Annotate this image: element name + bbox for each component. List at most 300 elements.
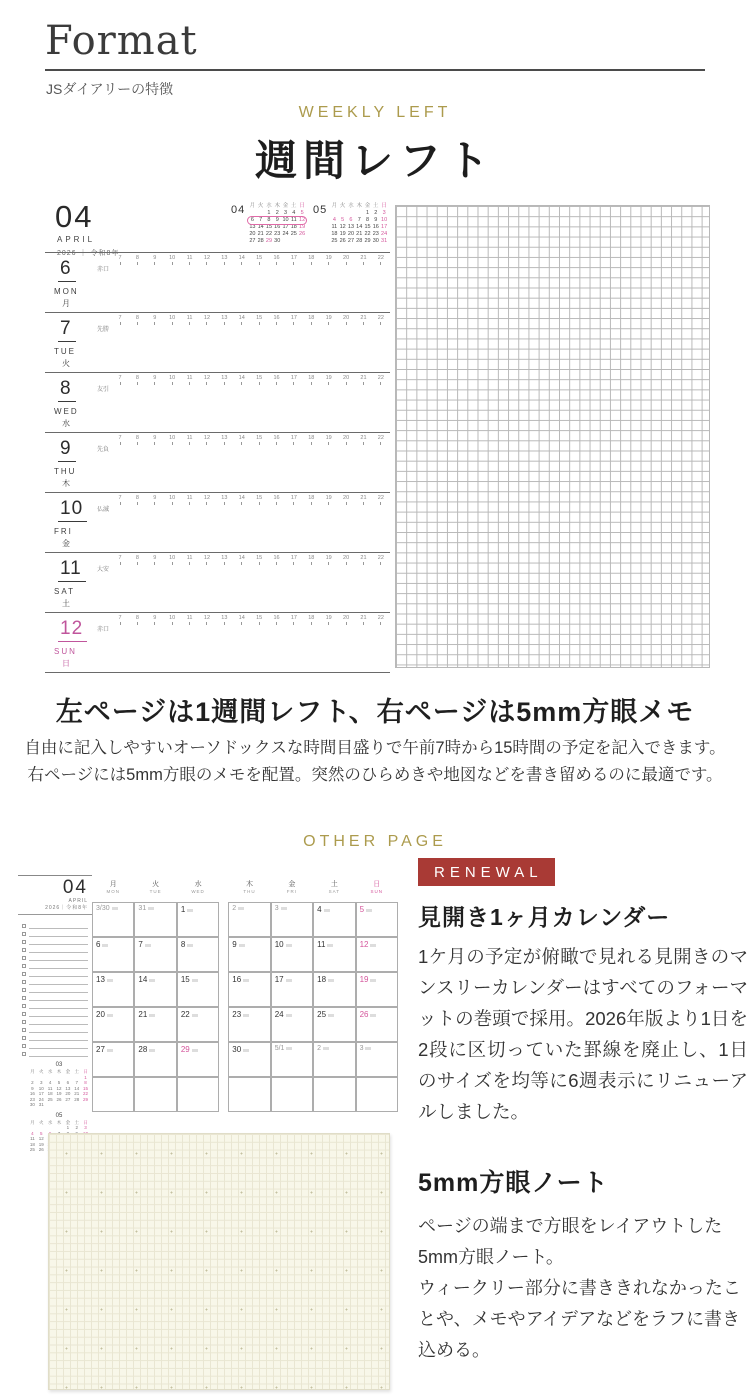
- time-tick: 18: [306, 555, 316, 565]
- time-tick: 17: [289, 435, 299, 445]
- monthly-day-cell: [271, 902, 313, 937]
- time-tick: 7: [115, 375, 125, 385]
- monthly-column-header: 土 SAT: [328, 881, 341, 894]
- mini-calendar-day: 26: [339, 238, 346, 244]
- time-tick: 12: [202, 495, 212, 505]
- page-gutter: [219, 878, 228, 902]
- monthly-day-cell: [356, 972, 398, 1007]
- grid-note-body-text: [418, 1211, 750, 1366]
- checklist-line: [22, 1049, 88, 1057]
- monthly-day-number: 17: [275, 975, 292, 984]
- time-tick: 8: [132, 255, 142, 265]
- monthly-column-header: 木 THU: [243, 881, 256, 894]
- checklist-line: [22, 929, 88, 937]
- mini-calendar-day: 19: [339, 231, 346, 237]
- weekday-en: WED: [54, 407, 79, 416]
- time-tick: 10: [167, 435, 177, 445]
- time-tick: 21: [358, 435, 368, 445]
- time-tick: 15: [254, 555, 264, 565]
- time-tick: 19: [324, 435, 334, 445]
- mini-calendar-weekday: 水: [348, 203, 354, 209]
- monthly-day-number: 3: [360, 1045, 372, 1052]
- monthly-day-cell: [313, 1077, 355, 1112]
- weekday-jp: 金: [62, 539, 70, 548]
- checkbox-icon: [22, 964, 26, 968]
- monthly-month-number: 04: [62, 877, 88, 898]
- checkbox-icon: [22, 956, 26, 960]
- checklist-rule: [29, 1008, 88, 1009]
- monthly-day-number: 23: [232, 1010, 249, 1019]
- time-tick: 14: [237, 315, 247, 325]
- monthly-day-cell: [228, 902, 270, 937]
- monthly-day-cell: [177, 902, 219, 937]
- monthly-day-cell: [134, 902, 176, 937]
- monthly-day-cell: [177, 1077, 219, 1112]
- checklist-rule: [29, 1040, 88, 1041]
- time-tick: 21: [358, 495, 368, 505]
- mini-calendar-week: [330, 210, 388, 217]
- time-tick: 19: [324, 375, 334, 385]
- time-tick: 13: [219, 315, 229, 325]
- monthly-day-cell: [228, 972, 270, 1007]
- time-tick: 16: [272, 495, 282, 505]
- time-tick: 19: [324, 555, 334, 565]
- time-tick: 17: [289, 495, 299, 505]
- time-tick: 11: [185, 435, 195, 445]
- sidebar-mini-calendar-march: 03 月 火 水 木 金 土 日 1 2 3 4 5 6 7 8 9 10 11 12 13 14 15 16 17 18 19 20 21 22 23 24 25 26 27 28 29 30 31: [29, 1062, 89, 1107]
- time-tick: 7: [115, 315, 125, 325]
- page-title: Format: [45, 18, 198, 64]
- mini-calendar-day: 19: [299, 224, 306, 230]
- mini-calendar-day: 8: [366, 217, 370, 223]
- mini-calendar-day: 16: [274, 224, 281, 230]
- mini-calendar-day: 5: [341, 217, 345, 223]
- time-tick: 22: [376, 495, 386, 505]
- time-tick: 16: [272, 555, 282, 565]
- mini-calendar-week: [248, 210, 306, 217]
- checkbox-icon: [22, 980, 26, 984]
- monthly-day-cell: [177, 972, 219, 1007]
- checklist-rule: [29, 992, 88, 993]
- monthly-day-number: 19: [360, 975, 377, 984]
- time-tick: 15: [254, 315, 264, 325]
- time-tick: 10: [167, 615, 177, 625]
- mini-calendar-day: 10: [282, 217, 289, 223]
- mini-calendar-day: 4: [292, 210, 296, 216]
- monthly-day-cell: [356, 1077, 398, 1112]
- mini-calendar-weekday: 日: [299, 203, 305, 209]
- time-tick: 16: [272, 615, 282, 625]
- time-tick: 18: [306, 315, 316, 325]
- mini-calendar-weekday: 火: [257, 203, 264, 209]
- checkbox-icon: [22, 972, 26, 976]
- mini-calendar-day: 9: [275, 217, 279, 223]
- monthly-day-cell: [271, 937, 313, 972]
- grid-note-heading: 5mm方眼ノート: [418, 1169, 609, 1197]
- time-tick: 22: [376, 555, 386, 565]
- monthly-day-cell: [313, 902, 355, 937]
- time-tick: 12: [202, 615, 212, 625]
- mini-calendar-week: [248, 238, 306, 245]
- mini-calendar-day: 9: [374, 217, 378, 223]
- weekly-day-rows: [45, 252, 390, 673]
- mini-calendar-weekday: 土: [291, 203, 297, 209]
- checkbox-icon: [22, 988, 26, 992]
- mini-calendar-week: [248, 224, 306, 231]
- monthly-day-number: 2: [232, 905, 244, 912]
- mini-calendar-weekday: 木: [356, 203, 362, 209]
- checkbox-icon: [22, 1004, 26, 1008]
- mini-calendar-weekday: 金: [364, 203, 371, 209]
- rokuyo-label: 先勝: [97, 327, 110, 333]
- checkbox-icon: [22, 1052, 26, 1056]
- page-gutter: [219, 937, 228, 972]
- rokuyo-label: 友引: [97, 387, 110, 393]
- mini-calendar-day: 30: [372, 238, 379, 244]
- monthly-day-cell: [134, 1007, 176, 1042]
- monthly-day-number: 5: [360, 905, 372, 914]
- mini-calendar-day: 23: [372, 231, 379, 237]
- mini-calendar-day: 18: [331, 231, 338, 237]
- monthly-column-header: 水 WED: [191, 881, 205, 894]
- monthly-calendar-grid: [92, 878, 398, 1115]
- time-tick: 10: [167, 375, 177, 385]
- monthly-body-text: 1ケ月の予定が俯瞰で見れる見開きのマンスリーカレンダーはすべてのフォーマットの巻頭で採用。2026年版より1日を2段に区切っていた罫線を廃止し、1日のサイズを均等に6週表示にリニューアルしました。: [418, 946, 748, 1122]
- monthly-day-number: 21: [138, 1010, 155, 1019]
- mini-calendar-day: 6: [349, 217, 353, 223]
- mini-calendar-day: 27: [347, 238, 355, 244]
- time-ruler: [115, 435, 386, 445]
- day-number: 7: [58, 318, 76, 342]
- mini-calendar-day: 20: [347, 231, 355, 237]
- title-divider: [45, 69, 705, 71]
- monthly-day-cell: [228, 937, 270, 972]
- mini-calendar-day: 3: [382, 210, 386, 216]
- mini-calendar-weekday: 月: [249, 203, 256, 209]
- mini-calendar-weekday: 木: [274, 203, 280, 209]
- time-tick: 22: [376, 615, 386, 625]
- monthly-calendar-image: [18, 875, 398, 1152]
- description-line: 右ページには5mm方眼のメモを配置。突然のひらめきや地図などを書き留めるのに最適です。: [27, 766, 723, 784]
- monthly-day-number: 12: [360, 940, 377, 949]
- monthly-day-cell: [271, 972, 313, 1007]
- time-tick: 20: [341, 435, 351, 445]
- time-tick: 14: [237, 555, 247, 565]
- monthly-month-name: APRIL: [68, 898, 88, 904]
- weekday-en: THU: [54, 467, 77, 476]
- mini-calendar-day: [248, 210, 256, 217]
- weekly-day-row: [45, 552, 390, 612]
- checklist-line: [22, 945, 88, 953]
- mini-calendar-may: [313, 203, 388, 245]
- time-tick: 18: [306, 495, 316, 505]
- time-tick: 12: [202, 315, 212, 325]
- weekly-day-row: [45, 312, 390, 372]
- rokuyo-label: 大安: [97, 567, 110, 573]
- mini-calendar-day: 1: [267, 210, 271, 216]
- time-tick: 16: [272, 435, 282, 445]
- rokuyo-label: 仏滅: [97, 507, 110, 513]
- time-tick: 17: [289, 555, 299, 565]
- mini-calendar-day: [281, 238, 289, 245]
- checklist-rule: [29, 968, 88, 969]
- monthly-day-number: 22: [181, 1010, 198, 1019]
- checklist-line: [22, 1033, 88, 1041]
- time-tick: 13: [219, 375, 229, 385]
- mini-calendar-weekday: 土: [373, 203, 379, 209]
- monthly-sidebar-header: [18, 875, 92, 915]
- time-tick: 7: [115, 495, 125, 505]
- mini-calendar-week: [330, 224, 388, 231]
- mini-calendar-day: [257, 210, 265, 217]
- monthly-day-cell: [134, 937, 176, 972]
- monthly-day-cell: [313, 1042, 355, 1077]
- monthly-day-number: 28: [138, 1045, 155, 1054]
- mini-calendar-day: 11: [331, 224, 338, 230]
- time-tick: 8: [132, 315, 142, 325]
- time-tick: 16: [272, 375, 282, 385]
- time-tick: 13: [219, 255, 229, 265]
- checklist-rule: [29, 936, 88, 937]
- rokuyo-label: 赤口: [97, 627, 110, 633]
- mini-calendar-month-label: 05: [313, 204, 328, 216]
- monthly-day-number: 20: [96, 1010, 113, 1019]
- weekday-en: SAT: [54, 587, 75, 596]
- sidebar-mini-calendar-may: 05 月 火 水 木 金 土 日 1 2 3 4 5 11 12 18 19 25 26: [28, 1113, 90, 1153]
- checklist-rule: [29, 928, 88, 929]
- time-tick: 20: [341, 375, 351, 385]
- mini-calendar-day: 30: [274, 238, 281, 244]
- time-tick: 7: [115, 435, 125, 445]
- mini-calendar-day: 12: [339, 224, 346, 230]
- monthly-day-number: 25: [317, 1010, 334, 1019]
- mini-calendar-weekday: 日: [381, 203, 387, 209]
- time-tick: 21: [358, 615, 368, 625]
- mini-calendar-day: 15: [265, 224, 273, 230]
- weekly-left-title: 週間レフト: [254, 137, 495, 184]
- monthly-day-cell: [271, 1007, 313, 1042]
- time-tick: 9: [150, 495, 160, 505]
- time-tick: 12: [202, 555, 212, 565]
- mini-calendar-day: [355, 210, 363, 217]
- time-tick: 9: [150, 255, 160, 265]
- time-tick: 14: [237, 255, 247, 265]
- page-gutter: [219, 902, 228, 937]
- rokuyo-label: 赤口: [97, 267, 110, 273]
- mini-calendar-day: 25: [331, 238, 338, 244]
- monthly-day-cell: [177, 1007, 219, 1042]
- time-tick: 21: [358, 255, 368, 265]
- checkbox-icon: [22, 948, 26, 952]
- checklist-rule: [29, 1056, 88, 1057]
- time-ruler: [115, 255, 386, 265]
- monthly-day-number: 18: [317, 975, 334, 984]
- checklist-rule: [29, 960, 88, 961]
- weekday-jp: 水: [62, 419, 70, 428]
- mini-calendar-day: 21: [257, 231, 264, 237]
- time-tick: 11: [185, 255, 195, 265]
- time-ruler: [115, 495, 386, 505]
- time-tick: 13: [219, 495, 229, 505]
- page-gutter: [219, 1042, 228, 1077]
- month-name: APRIL: [57, 235, 96, 244]
- mini-calendar-day: 14: [257, 224, 264, 230]
- monthly-day-number: 16: [232, 975, 249, 984]
- mini-calendar-day: 7: [357, 217, 361, 223]
- page-gutter: [219, 1077, 228, 1112]
- monthly-day-cell: [356, 1007, 398, 1042]
- grid-note-line: ウィークリー部分に書ききれなかったことや、メモやアイデアなどをラフに書き込める。: [418, 1278, 741, 1360]
- year-label: 2026 ｜ 令和8年: [57, 250, 120, 257]
- time-tick: 20: [341, 315, 351, 325]
- mini-calendar-day: 20: [249, 231, 256, 237]
- mini-calendar-day: [290, 238, 298, 245]
- mini-calendar-day: 16: [372, 224, 379, 230]
- checklist-line: [22, 961, 88, 969]
- mini-calendar-day: 15: [364, 224, 371, 230]
- monthly-day-cell: [177, 937, 219, 972]
- weekly-day-row: [45, 252, 390, 312]
- day-number: 12: [58, 618, 87, 642]
- monthly-day-number: 24: [275, 1010, 292, 1019]
- monthly-day-number: 6: [96, 940, 108, 949]
- monthly-day-number: 14: [138, 975, 155, 984]
- grid-note-text-column: [418, 1163, 750, 1366]
- time-tick: 10: [167, 315, 177, 325]
- time-tick: 13: [219, 555, 229, 565]
- weekday-jp: 火: [62, 359, 70, 368]
- monthly-column-header: 火 TUE: [149, 881, 162, 894]
- monthly-day-number: 11: [317, 940, 333, 949]
- monthly-day-cell: [356, 937, 398, 972]
- mini-calendar-day: 10: [381, 217, 388, 223]
- mini-calendar-day: 22: [265, 231, 273, 237]
- mini-calendar-week: [330, 217, 388, 224]
- time-tick: 13: [219, 615, 229, 625]
- monthly-heading: 見開き1ヶ月カレンダー: [418, 904, 671, 930]
- checkbox-icon: [22, 1036, 26, 1040]
- weekday-en: SUN: [54, 647, 77, 656]
- monthly-day-cell: [313, 1007, 355, 1042]
- monthly-day-cell: [313, 972, 355, 1007]
- monthly-day-cell: [313, 937, 355, 972]
- mini-calendar-week-highlighted: [248, 217, 306, 224]
- time-tick: 9: [150, 615, 160, 625]
- page-subtitle: JSダイアリーの特徴: [46, 81, 174, 97]
- checkbox-icon: [22, 924, 26, 928]
- month-number: 04: [55, 199, 94, 234]
- time-tick: 20: [341, 255, 351, 265]
- mini-calendar-weekday: 月: [331, 203, 338, 209]
- weekday-en: MON: [54, 287, 79, 296]
- time-tick: 12: [202, 435, 212, 445]
- checklist-line: [22, 985, 88, 993]
- monthly-day-cell: [92, 1077, 134, 1112]
- mini-calendar-day: 22: [364, 231, 371, 237]
- mini-calendar-week: [330, 231, 388, 238]
- weekday-jp: 日: [62, 659, 70, 668]
- time-tick: 7: [115, 615, 125, 625]
- monthly-day-cell: [228, 1007, 270, 1042]
- other-page-eyebrow: OTHER PAGE: [303, 833, 447, 850]
- checklist-line: [22, 953, 88, 961]
- time-tick: 9: [150, 375, 160, 385]
- renewal-badge: RENEWAL: [418, 858, 555, 886]
- time-tick: 7: [115, 555, 125, 565]
- weekly-section-heading: 左ページは1週間レフト、右ページは5mm方眼メモ: [55, 697, 695, 727]
- checklist-rule: [29, 952, 88, 953]
- page-gutter: [219, 972, 228, 1007]
- time-tick: 15: [254, 615, 264, 625]
- checklist-rule: [29, 944, 88, 945]
- weekly-day-row: [45, 492, 390, 552]
- monthly-year-label: 2026｜令和8年: [45, 905, 88, 911]
- time-tick: 8: [132, 435, 142, 445]
- checkbox-icon: [22, 1020, 26, 1024]
- checkbox-icon: [22, 1044, 26, 1048]
- time-tick: 20: [341, 495, 351, 505]
- time-tick: 17: [289, 255, 299, 265]
- monthly-day-cell: [177, 1042, 219, 1077]
- mini-calendar-weekday: 火: [339, 203, 346, 209]
- time-tick: 8: [132, 495, 142, 505]
- mini-calendar-day: 6: [250, 217, 254, 223]
- mini-calendar-day: 2: [374, 210, 378, 216]
- mini-calendar-day: 25: [290, 231, 297, 237]
- checklist-line: [22, 1041, 88, 1049]
- mini-calendar-day: 18: [290, 224, 297, 230]
- monthly-day-number: 7: [138, 940, 150, 949]
- checklist-line: [22, 1009, 88, 1017]
- monthly-day-cell: [228, 1077, 270, 1112]
- time-ruler: [115, 315, 386, 325]
- mini-calendar-day: 4: [332, 217, 336, 223]
- checklist-line: [22, 1025, 88, 1033]
- monthly-day-number: 9: [232, 940, 244, 949]
- mini-calendar-day: 11: [290, 217, 297, 223]
- checkbox-icon: [22, 996, 26, 1000]
- weekday-en: FRI: [54, 527, 73, 536]
- monthly-day-cell: [92, 1007, 134, 1042]
- monthly-day-number: 29: [181, 1045, 198, 1054]
- monthly-column-header: 日 SUN: [370, 881, 384, 894]
- mini-calendar-day: 7: [259, 217, 263, 223]
- weekday-en: TUE: [54, 347, 76, 356]
- monthly-sidebar: [18, 875, 92, 1152]
- time-ruler: [115, 615, 386, 625]
- time-tick: 15: [254, 255, 264, 265]
- mini-calendar-day: 29: [265, 238, 273, 244]
- mini-calendar-day: 14: [356, 224, 363, 230]
- mini-calendar-day: 26: [299, 231, 306, 237]
- page-gutter: [219, 1007, 228, 1042]
- mini-calendar-weekday: 金: [282, 203, 289, 209]
- weekly-left-eyebrow: WEEKLY LEFT: [298, 104, 452, 121]
- monthly-day-number: 10: [275, 940, 292, 949]
- time-tick: 18: [306, 375, 316, 385]
- time-tick: 19: [324, 615, 334, 625]
- time-tick: 11: [185, 375, 195, 385]
- time-tick: 12: [202, 375, 212, 385]
- day-number: 11: [58, 558, 86, 582]
- time-tick: 8: [132, 375, 142, 385]
- checklist-line: [22, 1001, 88, 1009]
- monthly-text-column: [418, 858, 748, 1127]
- time-tick: 19: [324, 255, 334, 265]
- monthly-day-number: 3: [275, 905, 287, 912]
- monthly-day-number: 8: [181, 940, 193, 949]
- time-tick: 15: [254, 495, 264, 505]
